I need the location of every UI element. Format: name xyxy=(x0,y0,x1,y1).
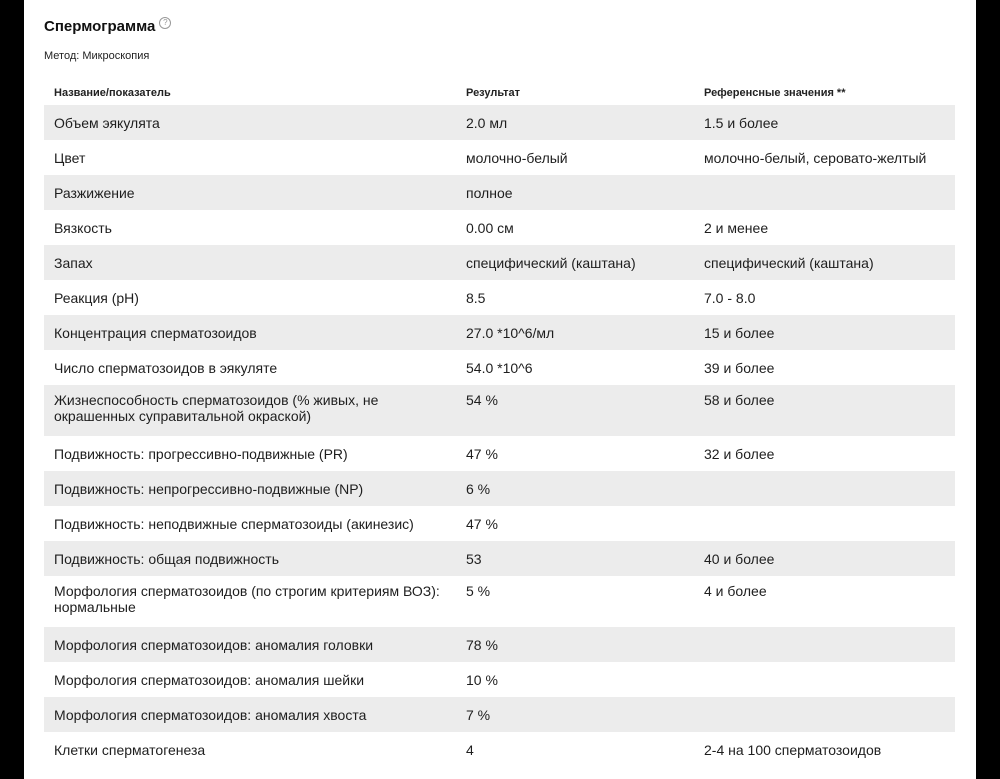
row-result: 47 % xyxy=(466,445,498,462)
table-row xyxy=(44,245,955,280)
row-name: Клетки сперматогенеза xyxy=(54,741,206,758)
table-row xyxy=(44,350,955,385)
row-result: 6 % xyxy=(456,471,694,506)
row-reference: 32 и более xyxy=(704,445,775,462)
row-name: Морфология сперматозоидов: аномалия хвоста xyxy=(44,697,456,732)
row-reference xyxy=(694,627,955,662)
row-reference xyxy=(694,506,955,541)
table-row xyxy=(44,627,955,662)
row-result: 4 xyxy=(466,741,474,758)
question-circle-icon[interactable]: ? xyxy=(159,17,171,29)
row-name: Вязкость xyxy=(54,219,112,236)
row-reference: 39 и более xyxy=(704,359,775,376)
row-reference: 4 и более xyxy=(704,583,767,599)
row-name: Подвижность: общая подвижность xyxy=(44,541,456,576)
row-name: Цвет xyxy=(54,149,86,166)
row-reference xyxy=(694,662,955,697)
row-reference: 7.0 - 8.0 xyxy=(704,289,756,306)
row-name: Разжижение xyxy=(44,175,456,210)
table-row xyxy=(44,280,955,315)
row-name: Реакция (pH) xyxy=(54,289,139,306)
table-row xyxy=(44,436,955,471)
row-name: Объем эякулята xyxy=(44,105,456,140)
row-result: специфический (каштана) xyxy=(456,245,694,280)
row-reference: молочно-белый, серовато-желтый xyxy=(704,149,927,166)
page-title: Спермограмма xyxy=(44,18,156,35)
table-row xyxy=(44,105,955,140)
column-header-name: Название/показатель xyxy=(54,86,171,99)
row-result: 54.0 *10^6 xyxy=(466,359,533,376)
table-row xyxy=(44,506,955,541)
row-reference: 2 и менее xyxy=(704,219,769,236)
row-result: 47 % xyxy=(466,515,498,532)
row-reference xyxy=(694,697,955,732)
table-header-row xyxy=(44,80,955,105)
row-name: Подвижность: неподвижные сперматозоиды (акинезис) xyxy=(54,515,414,532)
title-row xyxy=(44,18,171,35)
row-name: Подвижность: непрогрессивно-подвижные (NP) xyxy=(44,471,456,506)
row-result: 5 % xyxy=(466,583,491,599)
row-name: Концентрация сперматозоидов xyxy=(44,315,456,350)
row-result: 7 % xyxy=(456,697,694,732)
method-label: Метод: Микроскопия xyxy=(44,50,150,62)
row-result: 8.5 xyxy=(466,289,486,306)
table-row xyxy=(44,140,955,175)
row-name: Подвижность: прогрессивно-подвижные (PR) xyxy=(54,445,348,462)
row-reference xyxy=(694,175,955,210)
table-row xyxy=(44,541,955,576)
column-header-reference: Референсные значения ** xyxy=(704,86,846,99)
row-result: 27.0 *10^6/мл xyxy=(456,315,694,350)
report-page xyxy=(24,0,976,779)
row-result: полное xyxy=(456,175,694,210)
row-result: 0.00 см xyxy=(466,219,514,236)
table-row xyxy=(44,385,955,436)
row-result: 78 % xyxy=(456,627,694,662)
column-header-result: Результат xyxy=(466,86,521,99)
row-reference: 58 и более xyxy=(694,385,955,436)
row-name: Морфология сперматозоидов: аномалия головки xyxy=(44,627,456,662)
table-row xyxy=(44,732,955,767)
row-result: 10 % xyxy=(466,671,498,688)
results-table xyxy=(44,80,955,767)
table-row xyxy=(44,175,955,210)
row-result: 54 % xyxy=(456,385,694,436)
table-row xyxy=(44,662,955,697)
row-reference: 2-4 на 100 сперматозоидов xyxy=(704,741,882,758)
row-name: Число сперматозоидов в эякуляте xyxy=(54,359,278,376)
row-reference: 1.5 и более xyxy=(694,105,955,140)
row-reference xyxy=(694,471,955,506)
table-row xyxy=(44,576,955,627)
row-reference: специфический (каштана) xyxy=(694,245,955,280)
row-name: Запах xyxy=(44,245,456,280)
table-row xyxy=(44,697,955,732)
row-result: молочно-белый xyxy=(466,149,568,166)
row-reference: 15 и более xyxy=(694,315,955,350)
row-result: 53 xyxy=(456,541,694,576)
row-reference: 40 и более xyxy=(694,541,955,576)
row-name: Жизнеспособность сперматозоидов (% живых, не окрашенных суправитальной окраской) xyxy=(44,385,456,436)
table-row xyxy=(44,315,955,350)
row-name: Морфология сперматозоидов (по строгим критериям ВОЗ): нормальные xyxy=(54,583,440,615)
table-row xyxy=(44,210,955,245)
row-name: Морфология сперматозоидов: аномалия шейки xyxy=(54,671,365,688)
row-result: 2.0 мл xyxy=(456,105,694,140)
table-row xyxy=(44,471,955,506)
